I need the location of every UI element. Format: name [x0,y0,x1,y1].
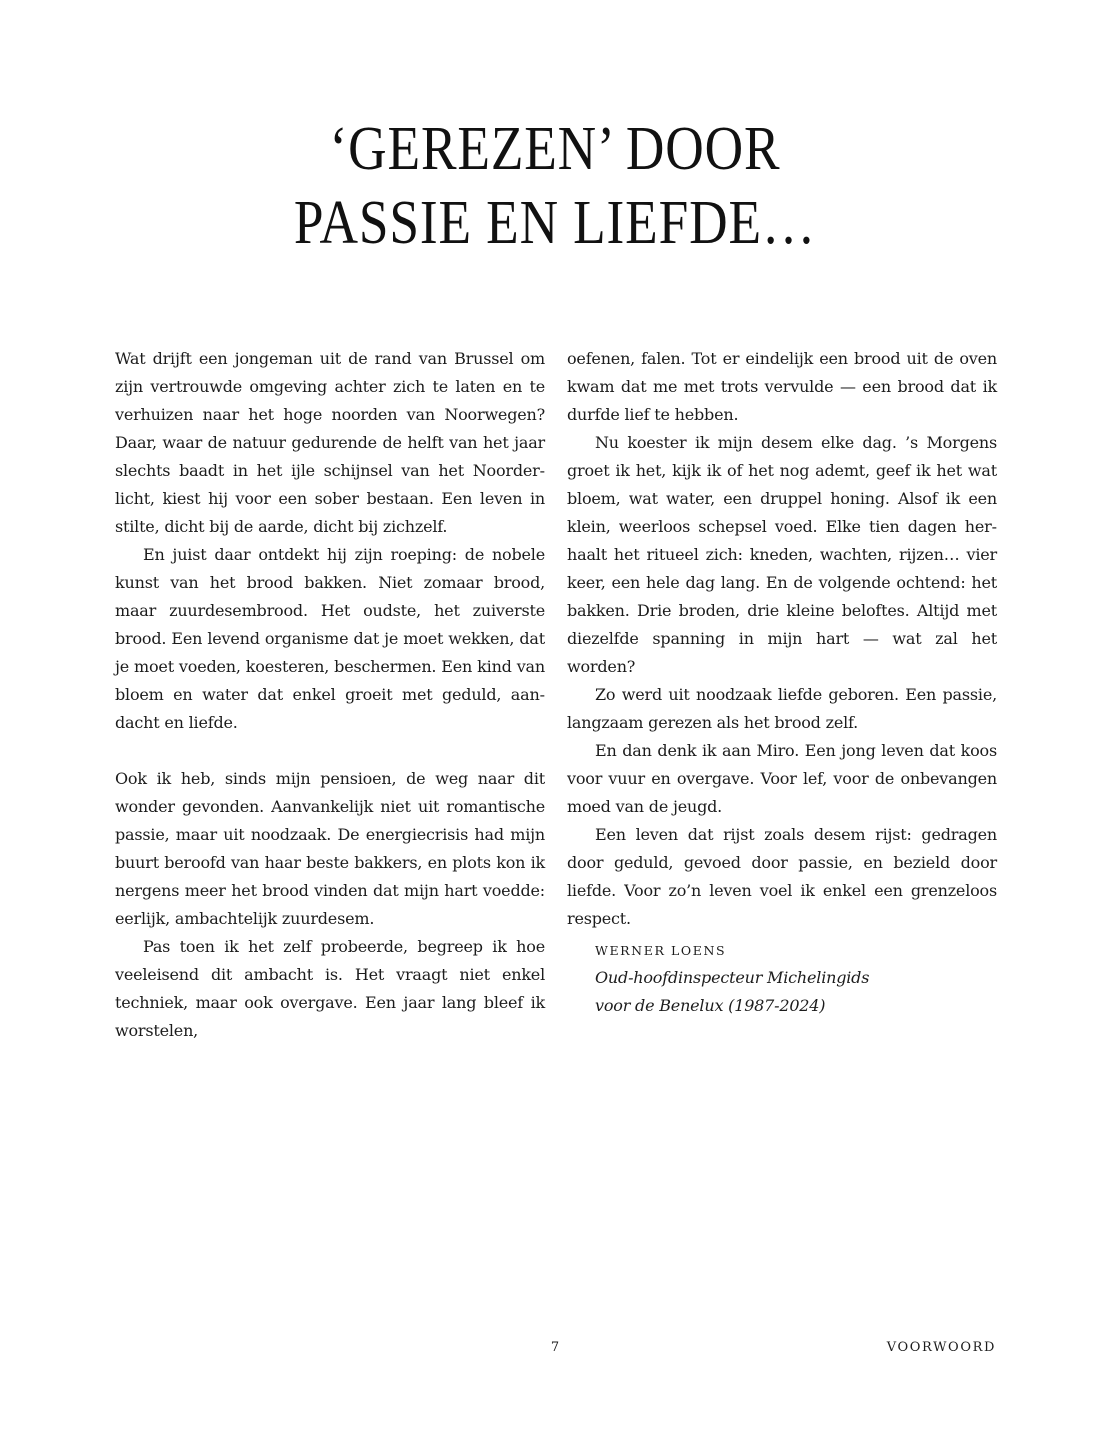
title-line-2: PASSIE EN LIEFDE… [293,189,817,257]
paragraph: Een leven dat rijst zoals desem rijst: gedragen door geduld, gevoed door passie, en bezield door liefde. Voor zo’n leven voel ik enkel een grenzeloos respect. [567,825,997,928]
title-line-1: ‘GEREZEN’ DOOR [329,115,781,183]
paragraph: Zo werd uit noodzaak liefde geboren. Een passie, langzaam gerezen als het brood zelf. [567,685,997,732]
paragraph: Wat drijft een jongeman uit de rand van Brussel om zijn vertrouwde omgeving achter zich te laten en te verhuizen naar het hoge noorden van Noorwegen? Daar, waar de natuur gedurende de helft van het jaar slechts baadt in het ijle schijnsel van het Noorderlicht, kiest hij voor een sober bestaan. Een leven in stilte, dicht bij de aarde, dicht bij zichzelf. [115,349,545,536]
paragraph: oefenen, falen. Tot er eindelijk een brood uit de oven kwam dat me met trots vervulde — een brood dat ik durfde lief te hebben. [567,349,997,424]
author-role-line-1: Oud-hoofdinspecteur Michelingids [595,968,870,987]
paragraph: En dan denk ik aan Miro. Een jong leven dat koos voor vuur en overgave. Voor lef, voor de onbevangen moed van de jeugd. [567,741,997,816]
author-role-line-2: voor de Benelux (1987-2024) [595,996,826,1015]
page-title [78,112,1033,260]
paragraph: Nu koester ik mijn desem elke dag. ’s Morgens groet ik het, kijk ik of het nog ademt, geef ik het wat bloem, wat water, een druppel honing. Alsof ik een klein, weerloos schepsel voed. Elke tien dagen herhaalt het ritueel zich: kneden, wachten, rijzen… vier keer, een hele dag lang. En de volgende ochtend: het bakken. Drie broden, drie kleine beloftes. Altijd met diezelfde spanning in mijn hart — wat zal het worden? [567,433,997,676]
paragraph: Pas toen ik het zelf probeerde, begreep ik hoe veeleisend dit ambacht is. Het vraagt niet enkel techniek, maar ook overgave. Een jaar lang bleef ik worstelen, [115,937,545,1040]
signature-block [595,938,1015,1020]
left-text-column [115,345,545,1045]
right-text-column [567,345,997,933]
page-number: 7 [550,1340,560,1355]
author-name: WERNER LOENS [595,943,727,958]
paragraph: Ook ik heb, sinds mijn pensioen, de weg naar dit wonder gevonden. Aanvankelijk niet uit romantische passie, maar uit noodzaak. De energiecrisis had mijn buurt beroofd van haar beste bakkers, en plots kon ik nergens meer het brood vinden dat mijn hart voedde: eerlijk, ambachtelijk zuurdesem. [115,769,545,928]
section-label: VOORWOORD [886,1340,996,1355]
paragraph: En juist daar ontdekt hij zijn roeping: de nobele kunst van het brood bakken. Niet zomaar brood, maar zuurdesembrood. Het oudste, het zuiverste brood. Een levend organisme dat je moet wekken, dat je moet voeden, koesteren, beschermen. Een kind van bloem en water dat enkel groeit met geduld, aandacht en liefde. [115,545,545,732]
